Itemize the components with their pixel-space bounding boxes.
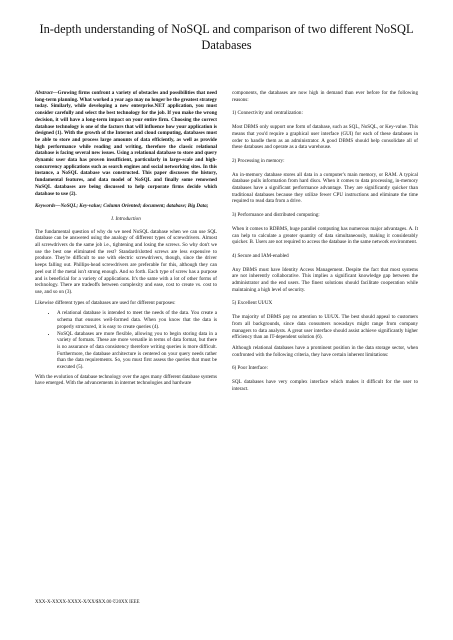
keywords: Keywords—NoSQL; Key-value; Column Oriented; document; database; Big Data; <box>35 203 209 210</box>
bullet-list <box>35 310 217 370</box>
body-paragraph: Any DBMS must have Identity Access Management. Despite the fact that most systems are not inherently collaborative. This implies a significant knowledge gap between the administrator and the end users. The finest solutions should facilitate cooperation while maintaining a high level of security. <box>232 266 418 293</box>
abstract-text: Growing firms confront a variety of obstacles and possibilities that need long-term planning. What worked a year ago may no longer be the greatest strategy today. Similarly, while developing a new enterprise.NET application, you must consider carefully and select the best technology for the job. If you make the wrong decision, it will have a long-term impact on your entire firm. Choosing the correct database technology is one of the factors that will influence how your application is designed (1). With the growth of the Internet and cloud computing, databases must be able to store and process large amounts of data efficiently, as well as provide high performance while reading and writing, therefore the classic relational database is facing several new issues. Using a relational database to store and query dynamic user data has proven insufficient, particularly in large-scale and high-concurrency applications such as search engines and social networking sites. In this instance, a NoSQL database was constructed. This paper discusses the history, fundamental features, and data model of NoSQL and finally some renowned NoSQL databases are being discussed to help corporate firms decide which database to use (2). <box>35 90 217 197</box>
intro-paragraph: With the evolution of database technology over the ages many different database systems have emerged. With the advancements in internet technologies and hardware <box>35 373 217 387</box>
copyright-footer: XXX-X-XXXX-XXXX-X/XX/$XX.00 ©20XX IEEE <box>35 600 140 605</box>
body-paragraph: The majority of DBMS pay no attention to UI/UX. The best should appeal to customers from all backgrounds, since data consumers nowadays might range from company managers to data analysts. A great user interface should assist achieve significantly higher efficiency than an IT-dependent solution (6). <box>232 314 418 341</box>
numbered-heading: 1) Connectivity and centralization: <box>232 110 303 117</box>
body-paragraph: SQL databases have very complex interface which makes it difficult for the user to interact. <box>232 379 418 392</box>
body-paragraph: An in-memory database stores all data in a computer's main memory, or RAM. A typical database pulls information from hard discs. When it comes to data processing, in-memory databases have a significant performance advantage. They are significantly quicker than traditional databases because they utilize fewer CPU instructions and eliminate the time required to read data from a drive. <box>232 171 418 205</box>
body-paragraph: components, the databases are now high in demand than ever before for the following reasons: <box>232 90 418 103</box>
body-paragraph: Most DBMS only support one form of database, such as SQL, NoSQL, or Key-value. This means that you'd require a graphical user interface (GUI) for each of these databases in order to handle them as an administrator. A good DBMS should help consolidate all of these databases and operate as a data warehouse. <box>232 124 418 151</box>
list-item: • NoSQL databases are more flexible, allowing you to begin storing data in a variety of formats. These are more versatile in terms of data format, but there is no assurance of data consistency therefore writing queries is more difficult. Furthermore, the database architecture is centered on your query needs rather than the data requirements. So, you must first assess the queries that must be executed (5). <box>57 331 217 371</box>
numbered-heading: 6) Poor Interface: <box>232 365 268 372</box>
intro-paragraph: Likewise different types of databases are used for different purposes: <box>35 299 176 306</box>
intro-paragraph: The fundamental question of why do we need NoSQL database when we can use SQL database can be answered using the analogy of different types of screwdrivers. Almost all screwdrivers do the same job i.e., tightening and losing the screws. So why don't we use the best one eliminated the rest? Standard/slotted screws are less expensive to produce. They're difficult to use with electric screwdrivers, though, since the driver keeps falling out. Phillips-head screwdrivers are preferable for this, although they can peel out if the metal isn't strong enough. And so forth. Each type of screw has a purpose and is beneficial for a variety of applications. It's the same with a lot of other forms of technology. There are tradeoffs between complexity and ease, cost to create vs. cost to use, and so on (3). <box>35 228 217 295</box>
paper-title: In-depth understanding of NoSQL and comparison of two different NoSQL Databases <box>39 22 414 52</box>
section-heading-introduction: I. Introduction <box>111 215 141 222</box>
numbered-heading: 5) Excellent UI/UX <box>232 300 273 307</box>
body-paragraph: When it comes to RDBMS, huge parallel computing has numerous major advantages. A. It can help to calculate a greater quantity of data simultaneously, making it considerably quicker. B. Users are not required to access the database in the same network environment. <box>232 225 418 246</box>
numbered-heading: 2) Processing in memory: <box>232 157 285 164</box>
right-column <box>232 90 418 397</box>
list-item: • A relational database is intended to meet the needs of the data. You create a schema that ensures well-formed data. When you know that the data is properly structured, it is easy to create queries (4). <box>57 310 217 330</box>
abstract-label: Abstract— <box>35 90 58 96</box>
abstract <box>35 90 217 197</box>
body-paragraph: Although relational databases have a prominent position in the data storage sector, when confronted with the following criteria, they have certain inherent limitations: <box>232 344 418 358</box>
numbered-heading: 4) Secure and IAM-enabled <box>232 252 289 259</box>
numbered-heading: 3) Performance and distributed computing: <box>232 212 320 219</box>
left-column <box>35 90 217 391</box>
